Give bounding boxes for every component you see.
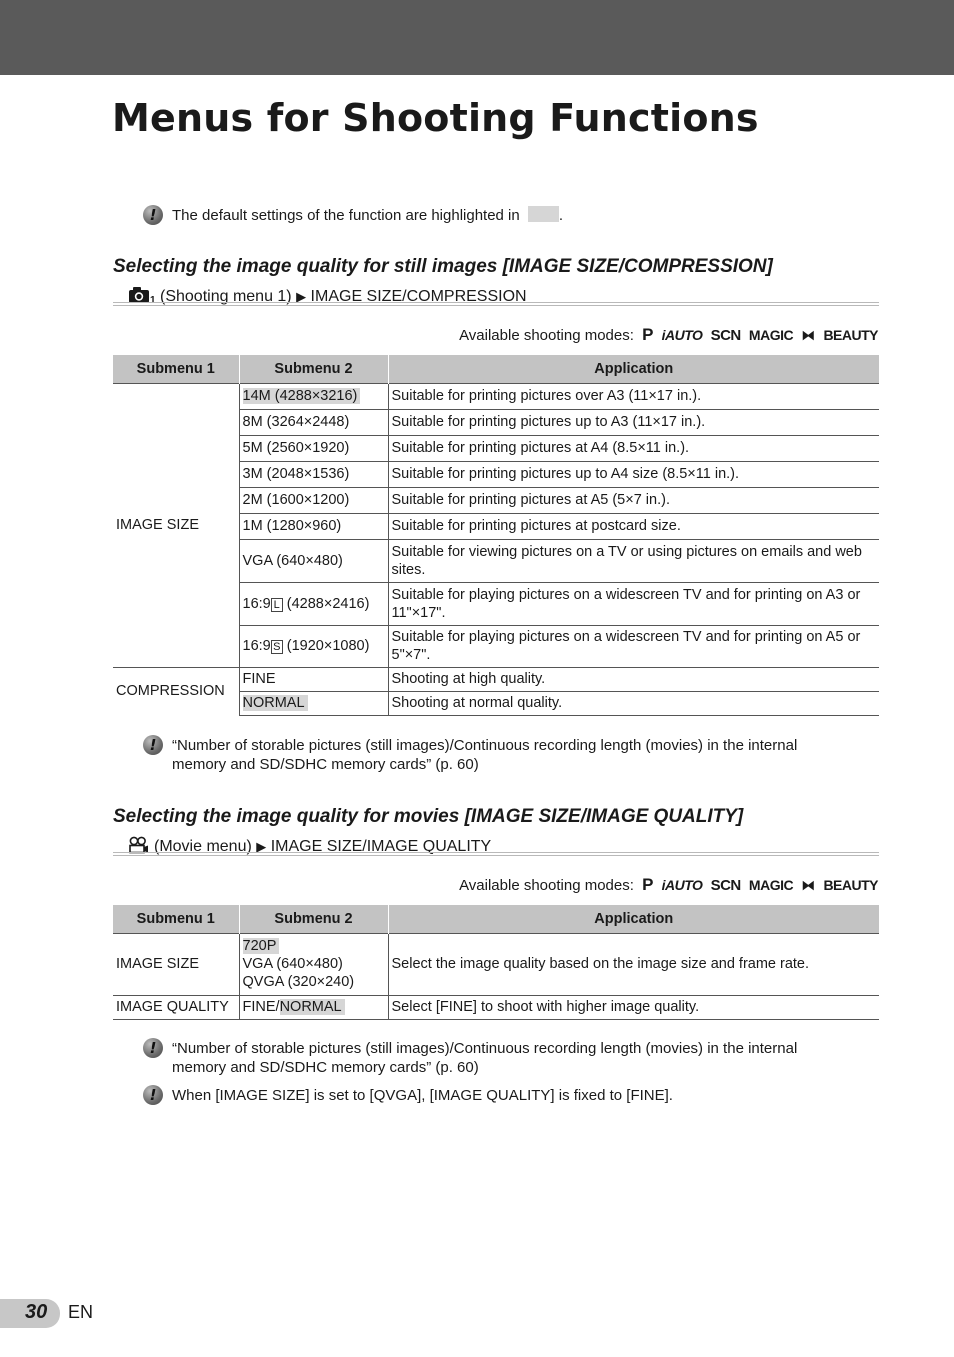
caution-icon: [143, 205, 163, 225]
table-row: [113, 933, 879, 995]
svg-text:1: 1: [150, 295, 156, 304]
table-row: [113, 667, 879, 691]
application-cell: Select [FINE] to shoot with higher image quality.: [388, 995, 879, 1019]
submenu2-cell: 3M (2048×1536): [239, 461, 388, 487]
header-submenu2: Submenu 2: [239, 905, 388, 933]
modes-label: Available shooting modes:: [459, 877, 634, 894]
table-header-row: [113, 355, 879, 383]
magic-mode-icon: MAGIC: [748, 877, 794, 893]
page-title: Menus for Shooting Functions: [112, 96, 759, 140]
submenu2-cell: 2M (1600×1200): [239, 487, 388, 513]
caution-icon: [143, 1085, 163, 1105]
default-value: 720P: [243, 938, 280, 954]
caution-icon: [143, 735, 163, 755]
application-cell: Suitable for viewing pictures on a TV or using pictures on emails and web sites.: [388, 539, 879, 582]
application-cell: Suitable for printing pictures up to A3 (11×17 in.).: [388, 409, 879, 435]
modes-label: Available shooting modes:: [459, 327, 634, 344]
highlight-swatch: [528, 206, 559, 222]
top-band: [0, 0, 954, 75]
movie-camera-icon: [128, 836, 150, 860]
submenu2-cell: 5M (2560×1920): [239, 435, 388, 461]
page-number: 30: [25, 1301, 48, 1323]
submenu2-cell: 16:9 S (1920×1080): [239, 625, 388, 667]
application-cell: Suitable for playing pictures on a widescreen TV and for printing on A5 or 5"×7".: [388, 625, 879, 667]
default-value: 14M (4288×3216): [243, 388, 361, 404]
submenu2-cell: [239, 691, 388, 715]
program-mode-icon: P: [642, 325, 654, 344]
scn-mode-icon: SCN: [710, 877, 741, 894]
header-application: Application: [388, 905, 879, 933]
panorama-mode-icon: ⧓: [801, 328, 816, 344]
application-cell: Suitable for printing pictures up to A4 size (8.5×11 in.).: [388, 461, 879, 487]
application-cell: Suitable for printing pictures at A5 (5×7 in.).: [388, 487, 879, 513]
note-end: .: [558, 207, 564, 224]
image-size-compression-table: [113, 355, 879, 716]
submenu1-image-size: IMAGE SIZE: [113, 383, 239, 667]
language-code: EN: [68, 1302, 94, 1322]
section-heading-image-size-quality: Selecting the image quality for movies [IMAGE SIZE/IMAGE QUALITY]: [113, 806, 744, 827]
large-aspect-icon: L: [271, 598, 283, 612]
option-vga: VGA (640×480): [242, 956, 343, 972]
submenu1-image-quality: IMAGE QUALITY: [113, 995, 239, 1019]
note-text: “Number of storable pictures (still images)/Continuous recording length (movies) in the internal memory and SD/SDHC memory cards” (p. 60): [172, 737, 798, 773]
submenu2-cell: VGA (640×480): [239, 539, 388, 582]
note-text: When [IMAGE SIZE] is set to [QVGA], [IMAGE QUALITY] is fixed to [FINE].: [172, 1087, 673, 1104]
iauto-mode-icon: iAUTO: [661, 327, 703, 343]
available-modes: [459, 325, 878, 345]
submenu2-cell: FINE/NORMAL: [239, 995, 388, 1019]
header-submenu1: Submenu 1: [113, 905, 239, 933]
application-cell: Suitable for printing pictures over A3 (11×17 in.).: [388, 383, 879, 409]
iauto-mode-icon: iAUTO: [661, 877, 703, 893]
header-submenu2: Submenu 2: [239, 355, 388, 383]
default-value: NORMAL: [280, 999, 345, 1015]
submenu2-cell: 8M (3264×2448): [239, 409, 388, 435]
note-text: “Number of storable pictures (still images)/Continuous recording length (movies) in the internal memory and SD/SDHC memory cards” (p. 60): [172, 1040, 798, 1076]
menu-item: IMAGE SIZE/IMAGE QUALITY: [270, 838, 492, 855]
beauty-mode-icon: BEAUTY: [823, 327, 878, 343]
note-text: The default settings of the function are highlighted in: [172, 207, 520, 224]
arrow-icon: ▶: [296, 289, 307, 304]
option-qvga: QVGA (320×240): [242, 974, 355, 990]
beauty-mode-icon: BEAUTY: [823, 877, 878, 893]
submenu2-cell: [239, 383, 388, 409]
application-cell: Suitable for printing pictures at postcard size.: [388, 513, 879, 539]
caution-icon: [143, 1038, 163, 1058]
submenu1-compression: COMPRESSION: [113, 667, 239, 715]
small-aspect-icon: S: [271, 640, 283, 654]
available-modes: [459, 875, 878, 895]
path-rule: [113, 852, 879, 856]
scn-mode-icon: SCN: [710, 327, 741, 344]
camera-icon: [128, 286, 156, 310]
section-heading-image-size-compression: Selecting the image quality for still images [IMAGE SIZE/COMPRESSION]: [113, 256, 773, 277]
submenu2-cell: 16:9 L (4288×2416): [239, 582, 388, 625]
image-size-quality-table: [113, 905, 879, 1020]
application-cell: Suitable for printing pictures at A4 (8.5×11 in.).: [388, 435, 879, 461]
table-row: [113, 383, 879, 409]
arrow-icon: ▶: [256, 839, 267, 854]
default-value: NORMAL: [243, 695, 308, 711]
application-cell: Shooting at high quality.: [388, 667, 879, 691]
panorama-mode-icon: ⧓: [801, 878, 816, 894]
submenu2-cell: FINE: [239, 667, 388, 691]
application-cell: Shooting at normal quality.: [388, 691, 879, 715]
path-rule: [113, 302, 879, 306]
table-header-row: [113, 905, 879, 933]
submenu2-cell: 1M (1280×960): [239, 513, 388, 539]
application-cell: Suitable for playing pictures on a widescreen TV and for printing on A3 or 11"×17".: [388, 582, 879, 625]
header-application: Application: [388, 355, 879, 383]
submenu2-cell: [239, 933, 388, 995]
application-cell: Select the image quality based on the image size and frame rate.: [388, 933, 879, 995]
magic-mode-icon: MAGIC: [748, 327, 794, 343]
menu-name: (Movie menu): [154, 838, 252, 855]
header-submenu1: Submenu 1: [113, 355, 239, 383]
program-mode-icon: P: [642, 875, 654, 894]
table-row: [113, 995, 879, 1019]
menu-item: IMAGE SIZE/COMPRESSION: [310, 288, 527, 305]
submenu1-image-size: IMAGE SIZE: [113, 933, 239, 995]
menu-name: (Shooting menu 1): [160, 288, 292, 305]
